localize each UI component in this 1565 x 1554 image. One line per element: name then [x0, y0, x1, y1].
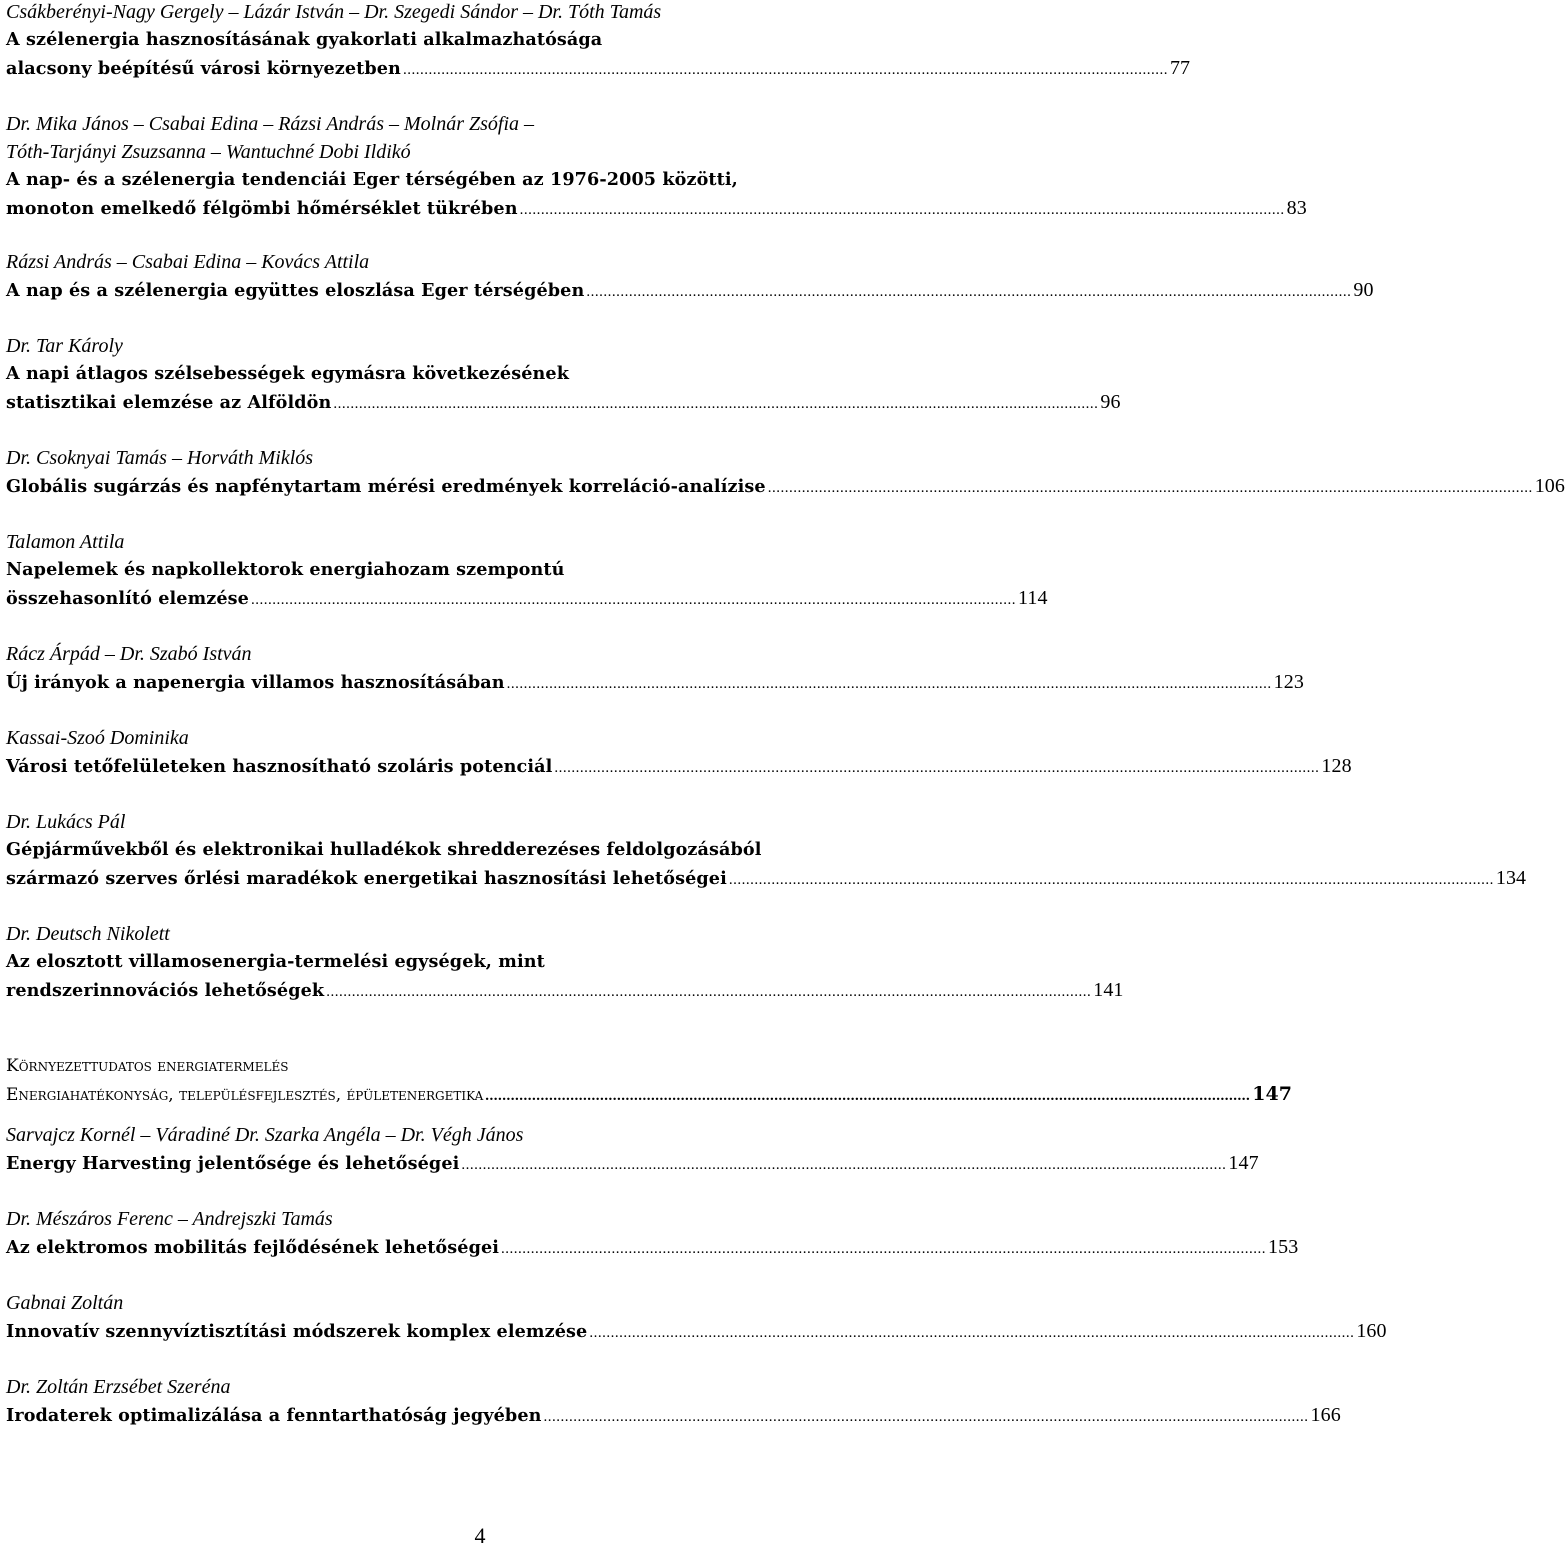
entry-title-last-line: [6, 194, 1307, 224]
entry-authors: Dr. Deutsch Nikolett: [6, 923, 170, 945]
entry-title: [6, 948, 1124, 1006]
entry-authors: Dr. Tar Károly: [6, 335, 123, 357]
entry-title: [6, 1317, 1387, 1347]
toc-entry: [6, 724, 1352, 782]
entry-authors: Rácz Árpád – Dr. Szabó István: [6, 643, 252, 665]
entry-authors: Dr. Mészáros Ferenc – Andrejszki Tamás: [6, 1208, 333, 1230]
entry-title-last-line: [6, 54, 1191, 84]
entry-authors: Talamon Attila: [6, 531, 125, 553]
entry-title-line: rendszerinnovációs lehetőségek: [6, 980, 325, 1001]
entry-page-number: 160: [1356, 1320, 1387, 1342]
entry-page-number: 83: [1286, 197, 1307, 219]
entry-authors: Csákberényi-Nagy Gergely – Lázár István – Dr. Szegedi Sándor – Dr. Tóth Tamás: [6, 1, 662, 23]
section-page-number: 147: [1252, 1083, 1292, 1105]
toc-entry: [6, 640, 1304, 698]
entry-title-line: A szélenergia hasznosításának gyakorlati alkalmazhatósága: [6, 29, 603, 50]
entry-page-number: 128: [1321, 755, 1352, 777]
entry-title-line: származó szerves őrlési maradékok energetikai hasznosítási lehetőségei: [6, 868, 727, 889]
toc-entry: [6, 110, 1307, 224]
entry-page-number: 90: [1353, 279, 1374, 301]
entry-title-line: Innovatív szennyvíztisztítási módszerek komplex elemzése: [6, 1321, 588, 1342]
entry-page-number: 141: [1093, 979, 1124, 1001]
toc-entry: [6, 808, 1527, 894]
entry-title-last-line: [6, 864, 1527, 894]
entry-title-line: Az elosztott villamosenergia-termelési egységek, mint: [6, 951, 545, 972]
entry-page-number: 153: [1268, 1236, 1299, 1258]
entry-title: [6, 556, 1048, 614]
section-heading-line: Környezettudatos energiatermelés: [6, 1056, 289, 1076]
leader-dots: ....................................................................................................................................................................................: [326, 984, 1092, 1000]
entry-authors: Sarvajcz Kornél – Váradiné Dr. Szarka Angéla – Dr. Végh János: [6, 1124, 524, 1146]
leader-dots: ....................................................................................................................................................................................: [586, 284, 1352, 300]
toc-entry: [6, 528, 1048, 614]
entry-page-number: 134: [1495, 867, 1527, 889]
entry-authors: Dr. Lukács Pál: [6, 811, 126, 833]
section-heading: [6, 1052, 1292, 1110]
entry-title: [6, 836, 1527, 894]
toc-entry: [6, 248, 1374, 306]
section-heading-line: Energiahatékonyság, településfejlesztés, épületenergetika: [6, 1085, 484, 1105]
entry-title-last-line: [6, 668, 1304, 698]
leader-dots: ....................................................................................................................................................................................: [519, 202, 1285, 218]
toc-entry: [6, 332, 1121, 418]
entry-title-last-line: [6, 1317, 1387, 1347]
entry-title-line: Energy Harvesting jelentősége és lehetőségei: [6, 1153, 460, 1174]
section-heading-last-line: [6, 1080, 1292, 1110]
toc-entry: [6, 444, 1565, 502]
entry-title-last-line: [6, 1149, 1259, 1179]
page-number: 4: [474, 1523, 486, 1548]
entry-title-line: Az elektromos mobilitás fejlődésének lehetőségei: [6, 1237, 500, 1258]
entry-title: [6, 668, 1304, 698]
entry-title-line: Irodaterek optimalizálása a fenntarthatóság jegyében: [6, 1405, 542, 1426]
leader-dots: ....................................................................................................................................................................................: [767, 480, 1533, 496]
entry-title-last-line: [6, 1401, 1341, 1431]
entry-title-last-line: [6, 1233, 1299, 1263]
entry-authors: Rázsi András – Csabai Edina – Kovács Attila: [6, 251, 370, 273]
entry-title: [6, 752, 1352, 782]
leader-dots: ....................................................................................................................................................................................: [402, 62, 1168, 78]
entry-page-number: 96: [1100, 391, 1121, 413]
entry-authors: Dr. Mika János – Csabai Edina – Rázsi András – Molnár Zsófia – Tóth-Tarjányi Zsuzsanna – Wantuchné Dobi Ildikó: [6, 113, 534, 163]
leader-dots: ....................................................................................................................................................................................: [728, 872, 1494, 888]
toc-entry: [6, 1205, 1299, 1263]
entry-title-line: statisztikai elemzése az Alföldön: [6, 392, 332, 413]
entry-title-last-line: [6, 584, 1048, 614]
entry-title-line: A nap- és a szélenergia tendenciái Eger térségében az 1976-2005 közötti,: [6, 169, 738, 190]
entry-title-last-line: [6, 472, 1565, 502]
entry-page-number: 166: [1310, 1404, 1341, 1426]
entry-title-line: A napi átlagos szélsebességek egymásra következésének: [6, 363, 569, 384]
entry-page-number: 114: [1017, 587, 1048, 609]
leader-dots: ....................................................................................................................................................................................: [554, 760, 1320, 776]
entry-page-number: 106: [1534, 475, 1565, 497]
entry-title-last-line: [6, 388, 1121, 418]
entry-title: [6, 472, 1565, 502]
leader-dots: ....................................................................................................................................................................................: [543, 1409, 1309, 1425]
entry-authors: Dr. Csoknyai Tamás – Horváth Miklós: [6, 447, 314, 469]
leader-dots: ....................................................................................................................................................................................: [485, 1088, 1251, 1104]
toc-entry: [6, 1289, 1387, 1347]
toc-entry: [6, 920, 1124, 1006]
entry-title: [6, 1401, 1341, 1431]
toc-entry: [6, 1373, 1341, 1431]
entry-page-number: 77: [1169, 57, 1191, 79]
leader-dots: ....................................................................................................................................................................................: [250, 592, 1016, 608]
entry-title-line: Napelemek és napkollektorok energiahozam szempontú: [6, 559, 565, 580]
entry-title-line: alacsony beépítésű városi környezetben: [6, 58, 401, 79]
entry-title-line: Globális sugárzás és napfénytartam mérési eredmények korreláció-analízise: [6, 476, 766, 497]
entry-page-number: 123: [1273, 671, 1304, 693]
leader-dots: ....................................................................................................................................................................................: [506, 676, 1272, 692]
entry-title: [6, 26, 1191, 84]
entry-title: [6, 1149, 1259, 1179]
entry-title-line: monoton emelkedő félgömbi hőmérséklet tükrében: [6, 198, 518, 219]
leader-dots: ....................................................................................................................................................................................: [589, 1325, 1355, 1341]
entry-title-last-line: [6, 976, 1124, 1006]
entry-title-last-line: [6, 276, 1374, 306]
leader-dots: ....................................................................................................................................................................................: [461, 1157, 1227, 1173]
entry-title: [6, 166, 1307, 224]
toc-entry: [6, 1121, 1259, 1179]
leader-dots: ....................................................................................................................................................................................: [333, 396, 1099, 412]
entry-title-last-line: [6, 752, 1352, 782]
entry-title: [6, 360, 1121, 418]
entry-title-line: összehasonlító elemzése: [6, 588, 249, 609]
entry-authors: Kassai-Szoó Dominika: [6, 727, 189, 749]
entry-title-line: A nap és a szélenergia együttes eloszlása Eger térségében: [6, 280, 585, 301]
entry-title: [6, 276, 1374, 306]
toc-entry: [6, 0, 1191, 84]
entry-authors: Dr. Zoltán Erzsébet Szeréna: [6, 1376, 231, 1398]
entry-title: [6, 1233, 1299, 1263]
entry-page-number: 147: [1228, 1152, 1259, 1174]
entry-title-line: Gépjárművekből és elektronikai hulladékok shredderezéses feldolgozásából: [6, 839, 762, 860]
entry-authors: Gabnai Zoltán: [6, 1292, 124, 1314]
entry-title-line: Városi tetőfelületeken hasznosítható szoláris potenciál: [6, 756, 553, 777]
entry-title-line: Új irányok a napenergia villamos hasznosításában: [6, 672, 505, 693]
leader-dots: ....................................................................................................................................................................................: [501, 1241, 1267, 1257]
